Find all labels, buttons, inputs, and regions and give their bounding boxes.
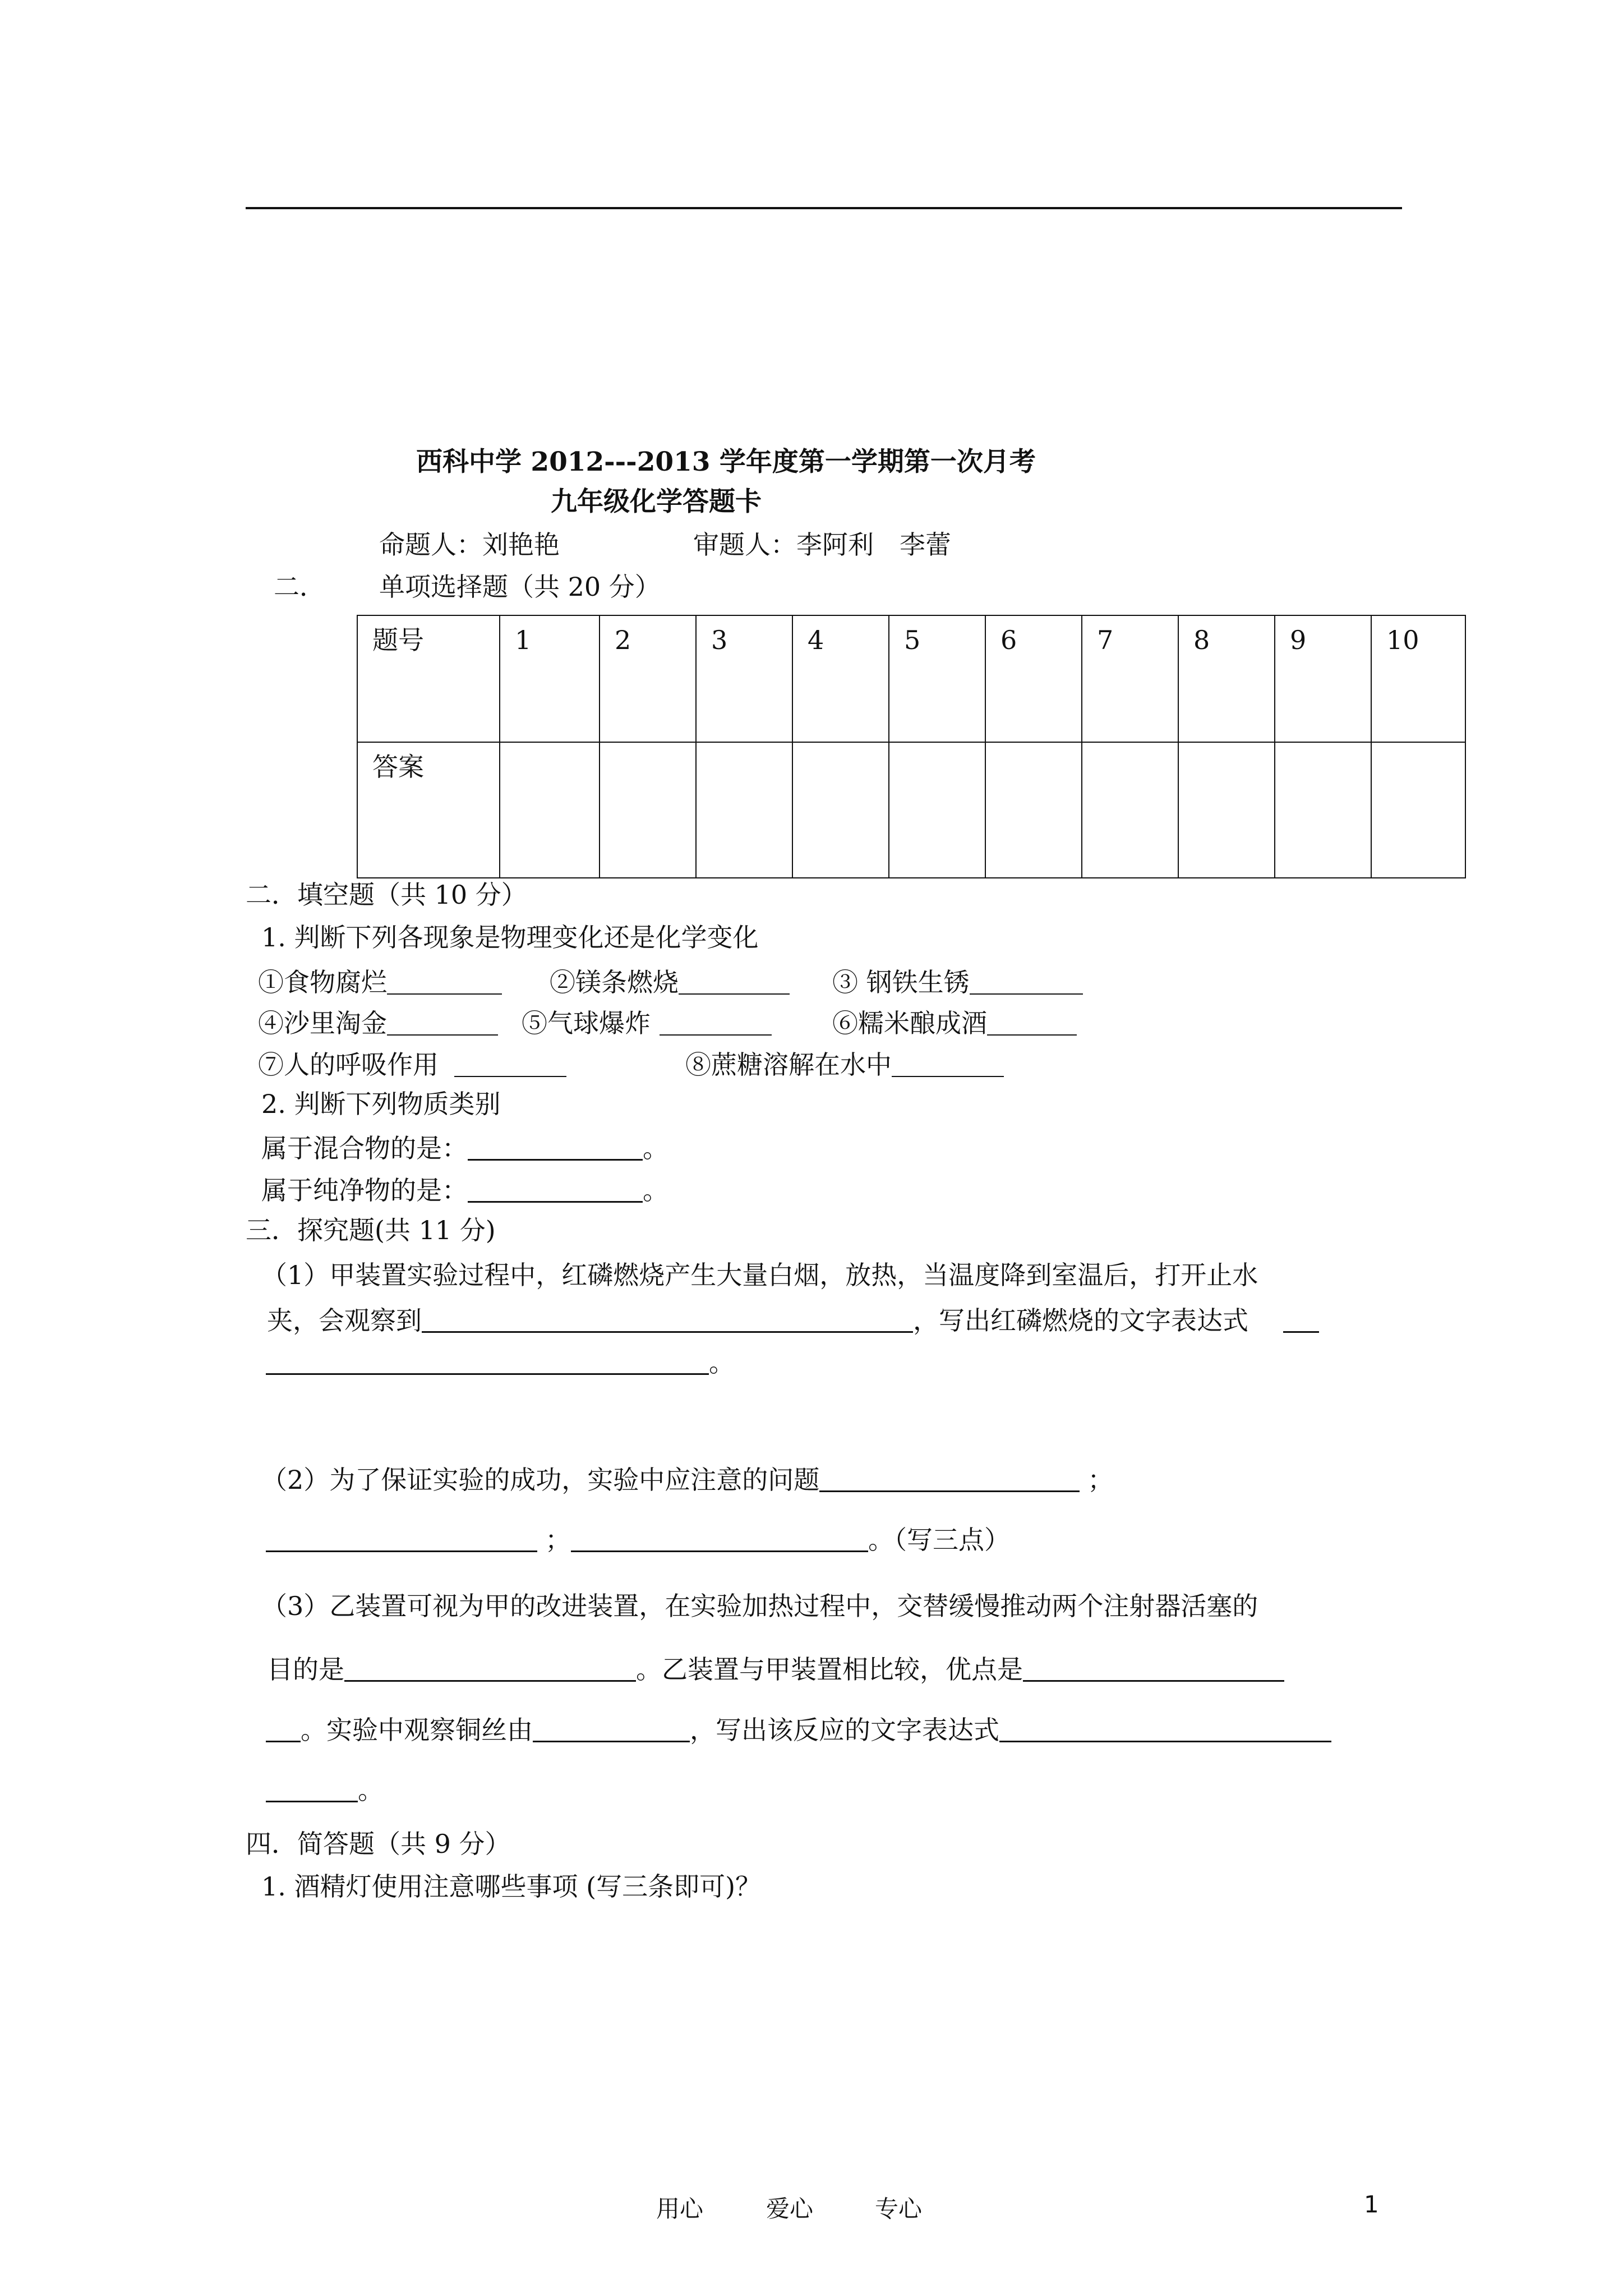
question-number-cell: 7 <box>1082 615 1178 742</box>
answer-cell[interactable] <box>985 742 1082 878</box>
fill-item-label: ②镁条燃烧 <box>550 967 679 997</box>
answer-blank[interactable] <box>387 968 502 995</box>
section1-number: 二． <box>274 572 325 602</box>
p1-line2 <box>267 1305 1319 1336</box>
answer-blank[interactable] <box>454 1050 566 1077</box>
attention-blank-1[interactable] <box>819 1465 1080 1492</box>
mixture-line <box>261 1133 668 1161</box>
pure-answer-blank[interactable] <box>468 1175 643 1203</box>
header-rule <box>246 207 1402 209</box>
mixture-answer-blank[interactable] <box>468 1133 643 1161</box>
fill-item-7 <box>258 1050 566 1078</box>
period: 。 <box>643 1133 668 1163</box>
question-number-cell: 1 <box>500 615 600 742</box>
p2-line2 <box>266 1525 1010 1553</box>
p3-text-b: 。乙装置与甲装置相比较，优点是 <box>636 1654 1023 1685</box>
question-number-cell: 9 <box>1275 615 1371 742</box>
fill-item-label: ⑥糯米酿成酒 <box>832 1008 987 1038</box>
purpose-blank[interactable] <box>344 1654 636 1682</box>
fill-item-4 <box>258 1009 498 1036</box>
fill-item-8 <box>685 1050 1004 1078</box>
copper-change-blank[interactable] <box>533 1715 690 1742</box>
section4-q1: 1. 酒精灯使用注意哪些事项 (写三条即可)？ <box>261 1871 762 1902</box>
row-header-number: 题号 <box>357 615 500 742</box>
question-number-cell: 4 <box>792 615 889 742</box>
section1-title: 单项选择题（共 20 分） <box>379 572 661 602</box>
p1-text-a: 夹，会观察到 <box>267 1305 422 1336</box>
fill-item-1 <box>258 968 502 995</box>
answer-cell[interactable] <box>1178 742 1275 878</box>
semicolon: ； <box>545 1525 571 1555</box>
attention-blank-3[interactable] <box>571 1525 868 1552</box>
p3-line2 <box>267 1654 1284 1685</box>
attention-blank-2[interactable] <box>266 1525 537 1552</box>
answer-cell[interactable] <box>889 742 985 878</box>
fill-item-label: ⑦人的呼吸作用 <box>258 1050 439 1080</box>
p1-line1: （1）甲装置实验过程中，红磷燃烧产生大量白烟，放热，当温度降到室温后，打开止水 <box>261 1260 1258 1290</box>
section2-q1: 1. 判断下列各现象是物理变化还是化学变化 <box>261 922 759 953</box>
table-row-numbers <box>357 615 1465 742</box>
answer-table <box>357 615 1466 878</box>
p3-line3 <box>266 1715 1331 1743</box>
author-name: 刘艳艳 <box>482 530 560 560</box>
answer-cell[interactable] <box>1082 742 1178 878</box>
advantage-blank[interactable] <box>1023 1654 1284 1682</box>
reviewer-label: 审题人： <box>693 530 796 560</box>
fill-item-label: ③ 钢铁生锈 <box>832 967 970 997</box>
table-row-answers <box>357 742 1465 878</box>
fill-item-6 <box>832 1009 1077 1036</box>
author-line <box>379 532 560 558</box>
footer-motto-1: 用心 <box>656 2195 704 2223</box>
row-header-answer: 答案 <box>357 742 500 878</box>
observation-blank[interactable] <box>422 1305 913 1333</box>
equation-blank[interactable] <box>266 1347 709 1375</box>
fill-item-label: ①食物腐烂 <box>258 967 387 997</box>
footer-motto-2: 爱心 <box>766 2195 814 2223</box>
fill-item-5 <box>522 1009 772 1036</box>
answer-cell[interactable] <box>600 742 696 878</box>
mixture-label: 属于混合物的是： <box>261 1133 468 1163</box>
section2-title: 二．填空题（共 10 分） <box>246 880 527 910</box>
question-number-cell: 10 <box>1371 615 1465 742</box>
p3-text-a: 目的是 <box>267 1654 344 1685</box>
question-number-cell: 8 <box>1178 615 1275 742</box>
section4-title: 四．简答题（共 9 分） <box>246 1829 511 1859</box>
reviewer-names: 李阿利 李蕾 <box>796 530 951 560</box>
fill-item-3 <box>832 968 1083 995</box>
question-number-cell: 3 <box>696 615 792 742</box>
p2-end: 。（写三点） <box>868 1525 1010 1555</box>
answer-blank[interactable] <box>970 968 1083 995</box>
author-label: 命题人： <box>379 530 482 560</box>
p1-line3 <box>266 1347 735 1378</box>
fill-item-label: ⑧蔗糖溶解在水中 <box>685 1050 892 1080</box>
answer-blank[interactable] <box>387 1009 498 1036</box>
answer-cell[interactable] <box>500 742 600 878</box>
page-number: 1 <box>1364 2191 1379 2218</box>
reviewer-line <box>693 532 951 558</box>
pure-label: 属于纯净物的是： <box>261 1175 468 1205</box>
p3-text-c: 。实验中观察铜丝由 <box>301 1715 533 1745</box>
reaction-equation-blank-end[interactable] <box>266 1775 358 1802</box>
fill-item-2 <box>550 968 790 995</box>
p3-line1: （3）乙装置可视为甲的改进装置，在实验加热过程中，交替缓慢推动两个注射器活塞的 <box>261 1591 1258 1621</box>
exam-title: 西科中学 2012---2013 学年度第一学期第一次月考 <box>416 447 1036 477</box>
section3-title: 三．探究题(共 11 分) <box>246 1215 496 1245</box>
answer-blank[interactable] <box>660 1009 772 1036</box>
reaction-equation-blank[interactable] <box>999 1715 1331 1742</box>
p2-text: （2）为了保证实验的成功，实验中应注意的问题 <box>261 1465 820 1495</box>
equation-blank-start[interactable] <box>1283 1305 1319 1333</box>
fill-item-label: ④沙里淘金 <box>258 1008 387 1038</box>
p3-text-d: ，写出该反应的文字表达式 <box>690 1715 999 1745</box>
answer-cell[interactable] <box>1275 742 1371 878</box>
answer-cell[interactable] <box>792 742 889 878</box>
p1-text-b: ，写出红磷燃烧的文字表达式 <box>913 1305 1248 1336</box>
answer-blank[interactable] <box>892 1050 1004 1077</box>
answer-blank[interactable] <box>679 968 790 995</box>
question-number-cell: 6 <box>985 615 1082 742</box>
question-number-cell: 5 <box>889 615 985 742</box>
answer-cell[interactable] <box>696 742 792 878</box>
period: 。 <box>643 1175 668 1205</box>
exam-subtitle: 九年级化学答题卡 <box>551 486 762 517</box>
p2-line1 <box>261 1465 1113 1493</box>
answer-blank[interactable] <box>987 1009 1077 1036</box>
footer-motto-3: 专心 <box>875 2195 923 2223</box>
period: 。 <box>358 1775 384 1805</box>
pure-line <box>261 1175 668 1203</box>
section2-q2: 2. 判断下列物质类别 <box>261 1089 501 1119</box>
answer-cell[interactable] <box>1371 742 1465 878</box>
question-number-cell: 2 <box>600 615 696 742</box>
p3-line4 <box>266 1775 384 1803</box>
advantage-blank-end[interactable] <box>266 1715 301 1742</box>
semicolon: ； <box>1087 1465 1114 1495</box>
period: 。 <box>709 1347 735 1378</box>
fill-item-label: ⑤气球爆炸 <box>522 1008 651 1038</box>
